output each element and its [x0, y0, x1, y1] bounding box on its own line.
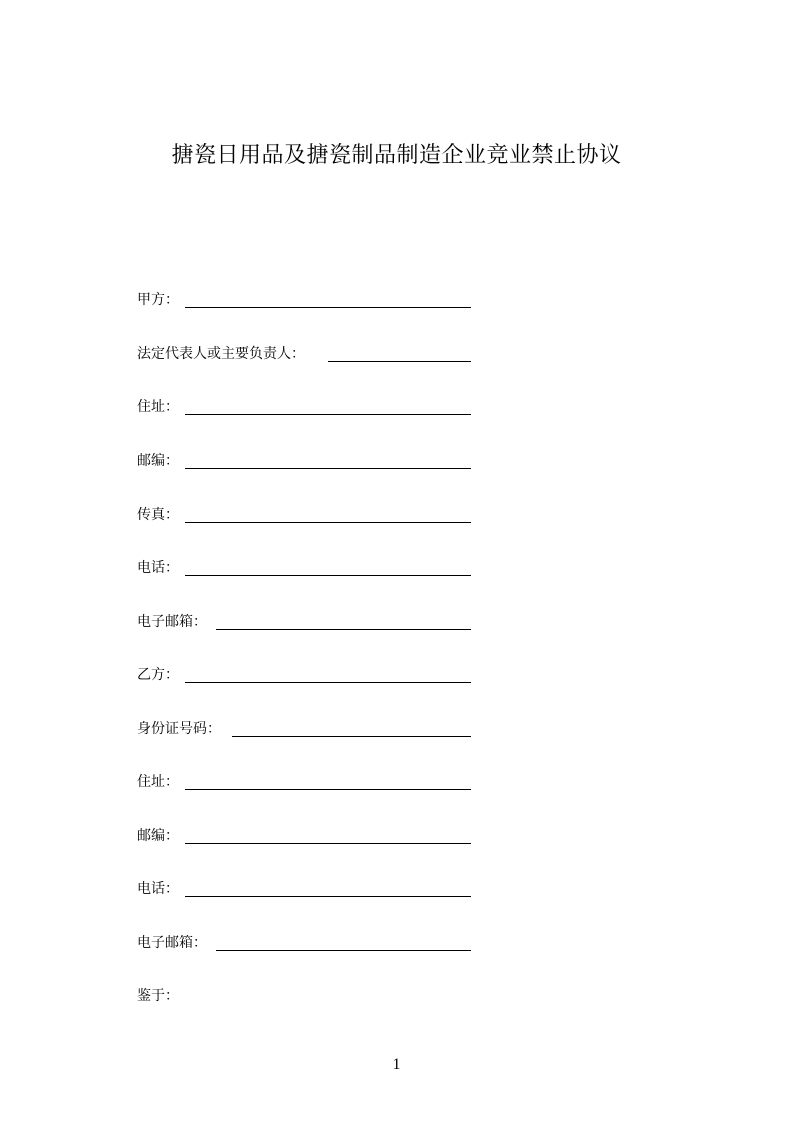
- party-a-phone-field: [137, 558, 179, 578]
- fill-in-line: [185, 307, 471, 308]
- fill-in-line: [185, 843, 471, 844]
- field-label: 乙方：: [137, 667, 179, 683]
- party-b-email-field: [137, 933, 207, 953]
- fill-in-line: [328, 361, 471, 362]
- party-a-field: [137, 290, 179, 310]
- party-b-id-number-field: [137, 719, 221, 739]
- fill-in-line: [185, 575, 471, 576]
- field-label: 电子邮箱：: [137, 935, 207, 951]
- fill-in-line: [185, 468, 471, 469]
- document-title: 搪瓷日用品及搪瓷制品制造企业竞业禁止协议: [171, 143, 622, 168]
- fill-in-line: [185, 896, 471, 897]
- field-label: 住址：: [137, 774, 179, 790]
- fill-in-line: [185, 789, 471, 790]
- fill-in-line: [185, 414, 471, 415]
- party-b-field: [137, 665, 179, 685]
- fill-in-line: [185, 522, 471, 523]
- legal-representative-field: [137, 344, 305, 364]
- party-b-postcode-field: [137, 826, 179, 846]
- field-label: 邮编：: [137, 828, 179, 844]
- whereas-label: 鉴于：: [137, 988, 179, 1004]
- whereas-heading: [137, 986, 179, 1006]
- field-label: 身份证号码：: [137, 721, 221, 737]
- party-a-postcode-field: [137, 451, 179, 471]
- party-a-email-field: [137, 612, 207, 632]
- fill-in-line: [216, 629, 471, 630]
- fill-in-line: [216, 950, 471, 951]
- fill-in-line: [232, 736, 471, 737]
- party-b-address-field: [137, 772, 179, 792]
- field-label: 法定代表人或主要负责人：: [137, 346, 305, 362]
- fill-in-line: [185, 682, 471, 683]
- field-label: 电子邮箱：: [137, 614, 207, 630]
- field-label: 传真：: [137, 507, 179, 523]
- field-label: 甲方：: [137, 292, 179, 308]
- party-b-phone-field: [137, 879, 179, 899]
- field-label: 电话：: [137, 560, 179, 576]
- field-label: 邮编：: [137, 453, 179, 469]
- party-a-address-field: [137, 397, 179, 417]
- field-label: 住址：: [137, 399, 179, 415]
- party-a-fax-field: [137, 505, 179, 525]
- page-number: 1: [392, 1056, 401, 1073]
- field-label: 电话：: [137, 881, 179, 897]
